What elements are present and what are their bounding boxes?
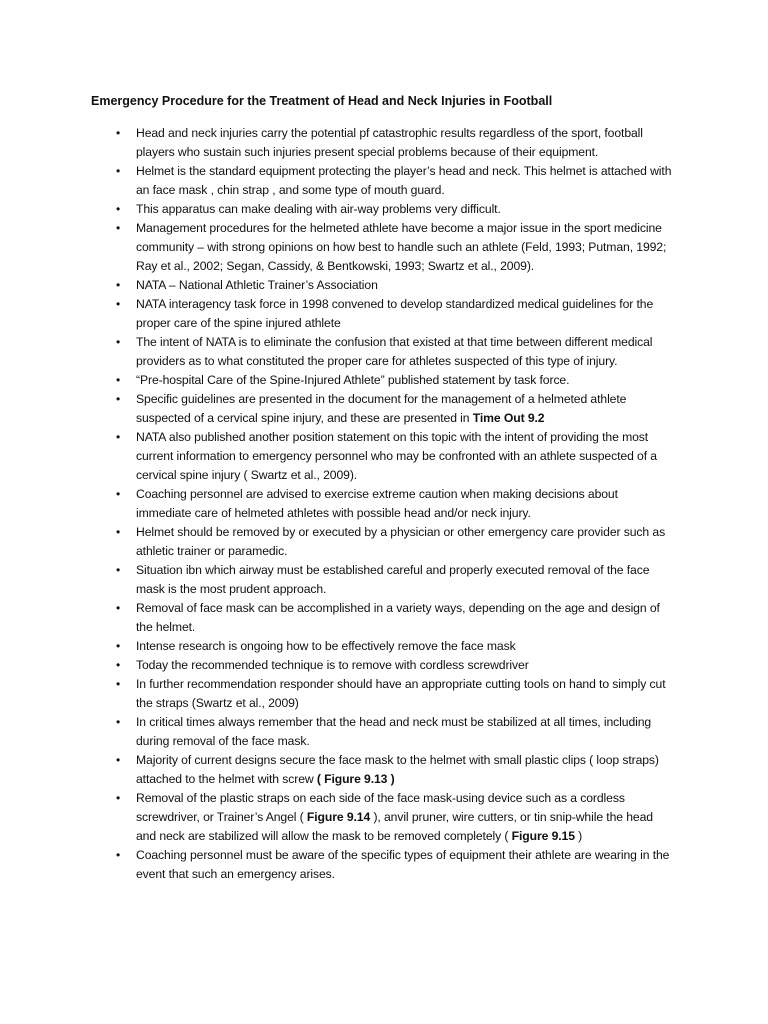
- bullet-text: Specific guidelines are presented in the document for the management of a helmeted athlete suspected of a cervical spine injury, and these are presented in: [136, 392, 627, 425]
- bullet-icon: •: [116, 221, 121, 235]
- bullet-item: [116, 523, 676, 561]
- bullet-text: Majority of current designs secure the face mask to the helmet with small plastic clips ( loop straps) attached to the helmet with screw: [136, 753, 659, 786]
- bullet-icon: •: [116, 563, 121, 577]
- bullet-text: NATA also published another position statement on this topic with the intent of providing the most current information to emergency personnel who may be confronted with an athlete suspected of a cervical spine injury ( Swartz et al., 2009).: [136, 430, 657, 482]
- time-out-reference: Time Out 9.2: [472, 411, 545, 425]
- bullet-text: In critical times always remember that the head and neck must be stabilized at all times, including during removal of the face mask.: [136, 715, 652, 748]
- bullet-text: NATA – National Athletic Trainer’s Association: [136, 278, 378, 292]
- bullet-text: This apparatus can make dealing with air-way problems very difficult.: [136, 202, 501, 216]
- bullet-icon: •: [116, 126, 121, 140]
- document-title: Emergency Procedure for the Treatment of Head and Neck Injuries in Football: [91, 94, 553, 108]
- bullet-text: The intent of NATA is to eliminate the confusion that existed at that time between different medical providers as to what constituted the proper care for athletes suspected of this type of injury.: [136, 335, 653, 368]
- bullet-item: [116, 637, 676, 656]
- bullet-text: Head and neck injuries carry the potential pf catastrophic results regardless of the sport, football players who sustain such injuries present special problems because of their equipment.: [136, 126, 643, 159]
- bullet-icon: •: [116, 715, 121, 729]
- bullet-icon: •: [116, 525, 121, 539]
- bullet-icon: •: [116, 753, 121, 767]
- bullet-text: NATA interagency task force in 1998 convened to develop standardized medical guidelines for the proper care of the spine injured athlete: [136, 297, 654, 330]
- bullet-icon: •: [116, 278, 121, 292]
- bullet-text: In further recommendation responder should have an appropriate cutting tools on hand to simply cut the straps (Swartz et al., 2009): [136, 677, 666, 710]
- bullet-icon: •: [116, 164, 121, 178]
- bullet-item: [116, 789, 676, 846]
- bullet-list: [116, 124, 676, 884]
- bullet-text: ): [574, 829, 583, 843]
- bullet-text: Coaching personnel must be aware of the specific types of equipment their athlete are wearing in the event that such an emergency arises.: [136, 848, 670, 881]
- bullet-item: [116, 390, 676, 428]
- bullet-item: [116, 656, 676, 675]
- bullet-icon: •: [116, 202, 121, 216]
- bullet-item: [116, 200, 676, 219]
- bullet-item: [116, 846, 676, 884]
- bullet-item: [116, 675, 676, 713]
- figure-reference: ( Figure 9.13 ): [316, 772, 395, 786]
- bullet-item: [116, 162, 676, 200]
- bullet-text: Situation ibn which airway must be established careful and properly executed removal of the face mask is the most prudent approach.: [136, 563, 650, 596]
- bullet-item: [116, 561, 676, 599]
- bullet-icon: •: [116, 601, 121, 615]
- bullet-icon: •: [116, 373, 121, 387]
- bullet-icon: •: [116, 297, 121, 311]
- bullet-text: “Pre-hospital Care of the Spine-Injured Athlete” published statement by task force.: [136, 373, 570, 387]
- bullet-text: Helmet is the standard equipment protecting the player’s head and neck. This helmet is attached with an face mask , chin strap , and some type of mouth guard.: [136, 164, 672, 197]
- bullet-text: Helmet should be removed by or executed by a physician or other emergency care provider such as athletic trainer or paramedic.: [136, 525, 666, 558]
- bullet-item: [116, 333, 676, 371]
- figure-reference: Figure 9.14: [306, 810, 371, 824]
- figure-reference: Figure 9.15: [511, 829, 575, 843]
- bullet-icon: •: [116, 658, 121, 672]
- bullet-item: [116, 599, 676, 637]
- bullet-item: [116, 276, 676, 295]
- bullet-item: [116, 485, 676, 523]
- bullet-item: [116, 428, 676, 485]
- bullet-icon: •: [116, 430, 121, 444]
- bullet-text: Removal of face mask can be accomplished in a variety ways, depending on the age and design of the helmet.: [136, 601, 660, 634]
- bullet-item: [116, 371, 676, 390]
- bullet-icon: •: [116, 335, 121, 349]
- bullet-text: Coaching personnel are advised to exercise extreme caution when making decisions about immediate care of helmeted athletes with possible head and/or neck injury.: [136, 487, 618, 520]
- bullet-text: Management procedures for the helmeted athlete have become a major issue in the sport medicine community – with strong opinions on how best to handle such an athlete (Feld, 1993; Putman, 1992; Ray et al., 2002; Segan, Cassidy, & Bentkowski, 1993; Swartz et al., 2009).: [136, 221, 667, 273]
- bullet-icon: •: [116, 791, 121, 805]
- bullet-item: [116, 751, 676, 789]
- bullet-icon: •: [116, 487, 121, 501]
- bullet-item: [116, 219, 676, 276]
- bullet-item: [116, 295, 676, 333]
- bullet-text: Removal of the plastic straps on each side of the face mask-using device such as a cordless screwdriver, or Trainer’s Angel (: [136, 791, 625, 824]
- bullet-icon: •: [116, 848, 121, 862]
- bullet-item: [116, 124, 676, 162]
- bullet-icon: •: [116, 392, 121, 406]
- bullet-text: Intense research is ongoing how to be effectively remove the face mask: [136, 639, 516, 653]
- bullet-text: Today the recommended technique is to remove with cordless screwdriver: [136, 658, 529, 672]
- bullet-icon: •: [116, 639, 121, 653]
- bullet-text: ), anvil pruner, wire cutters, or tin snip-while the head and neck are stabilized will allow the mask to be removed completely (: [136, 810, 653, 843]
- bullet-item: [116, 713, 676, 751]
- bullet-icon: •: [116, 677, 121, 691]
